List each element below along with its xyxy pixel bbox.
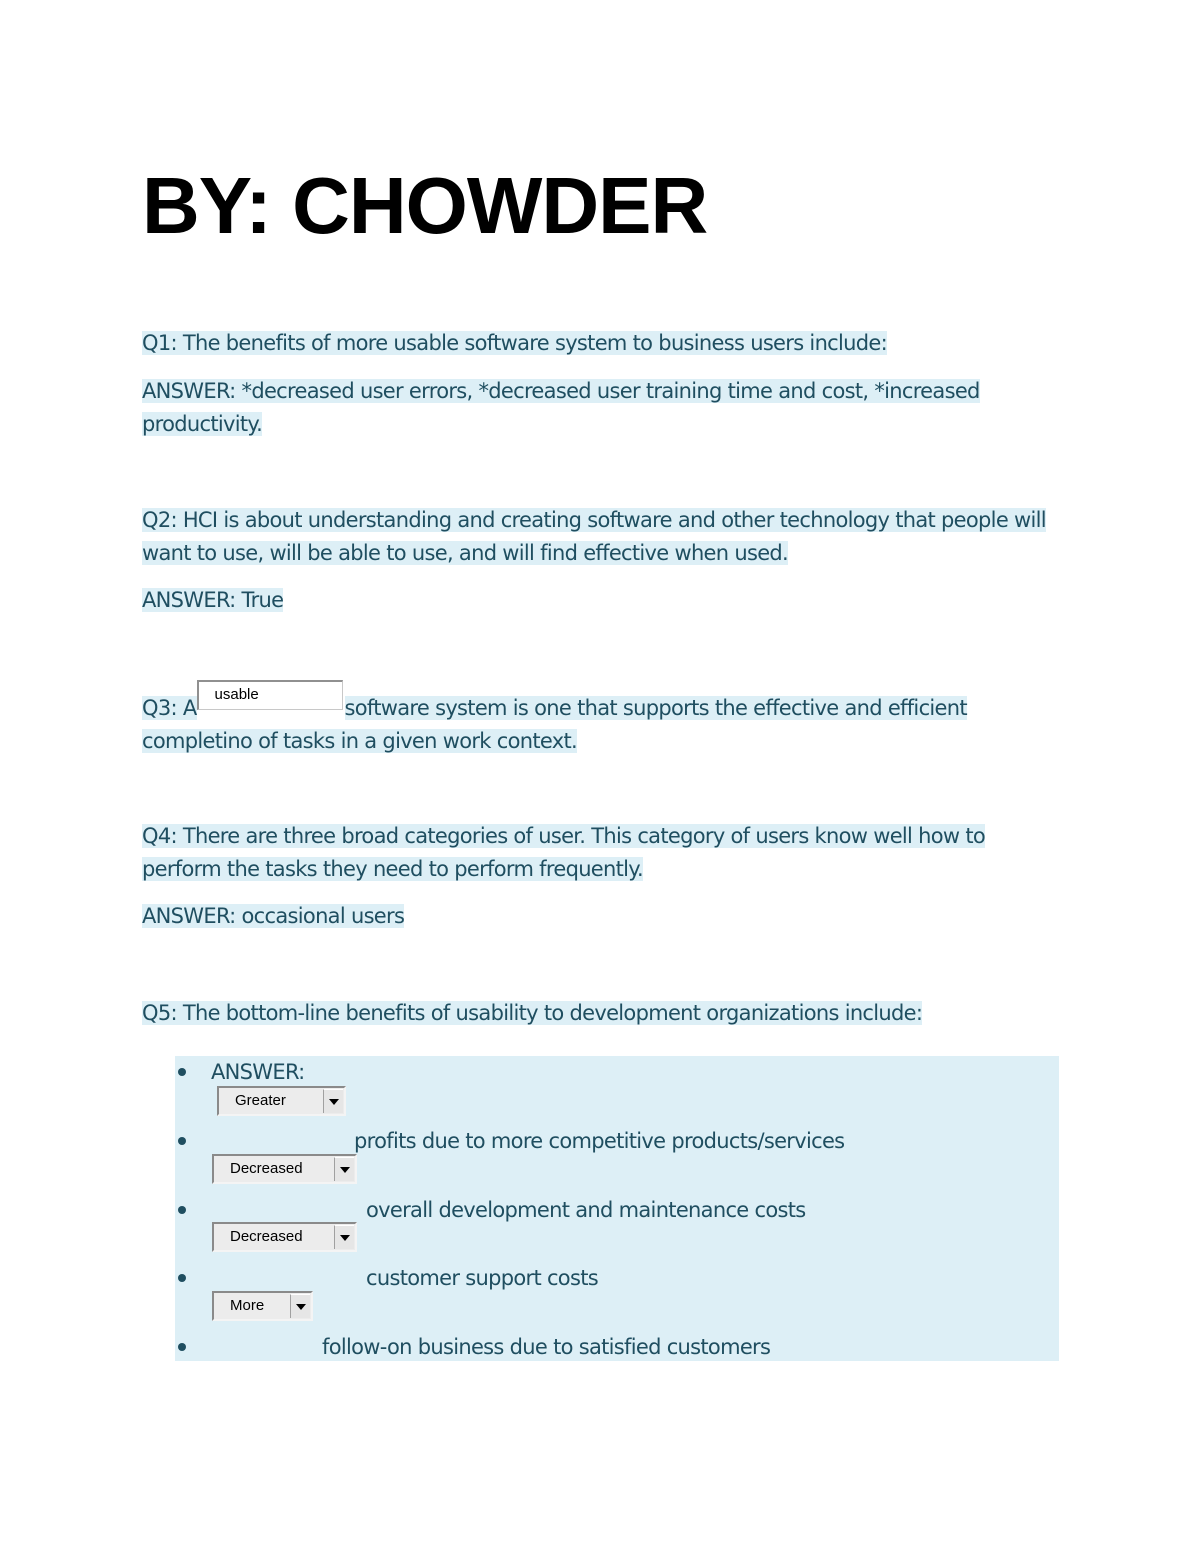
q2-question-line1: Q2: HCI is about understanding and creating software and other technology that people will <box>142 508 1046 532</box>
q1-answer-line2: productivity. <box>142 411 263 436</box>
bullet-icon <box>178 1274 186 1282</box>
q5-select-1-value: Greater <box>235 1092 286 1109</box>
bullet-icon <box>178 1137 186 1145</box>
bullet-icon <box>178 1343 186 1351</box>
q5-select-1[interactable] <box>217 1086 346 1116</box>
q3-line2: completino of tasks in a given work context. <box>142 728 577 753</box>
q5-select-3-value: Decreased <box>230 1228 303 1245</box>
q4-question-line1: Q4: There are three broad categories of user. This category of users know well how to <box>142 824 986 848</box>
q2-question-line2: want to use, will be able to use, and will find effective when used. <box>142 540 789 565</box>
q4-question <box>142 820 985 885</box>
q5-question-text: Q5: The bottom-line benefits of usability to development organizations include: <box>142 1001 923 1025</box>
q2-answer-text: ANSWER: True <box>142 588 284 612</box>
q4-answer <box>142 900 404 933</box>
q5-select-3[interactable] <box>212 1222 357 1252</box>
chevron-down-icon[interactable] <box>290 1294 310 1318</box>
q1-answer-line1: ANSWER: *decreased user errors, *decreased user training time and cost, *increased <box>142 379 980 403</box>
q5-select-4-value: More <box>230 1297 265 1314</box>
q2-answer <box>142 584 283 617</box>
chevron-down-icon[interactable] <box>334 1225 354 1249</box>
q3-answer-input[interactable]: usable <box>197 680 343 710</box>
q3-question <box>142 686 967 757</box>
chevron-down-icon[interactable] <box>334 1157 354 1181</box>
q3-prefix: Q3: A <box>142 696 197 720</box>
q1-question <box>142 327 887 360</box>
q5-question <box>142 997 922 1030</box>
q4-question-line2: perform the tasks they need to perform frequently. <box>142 856 644 881</box>
q5-item-2-text: overall development and maintenance costs <box>366 1198 806 1222</box>
q5-answer-label: ANSWER: <box>211 1060 305 1084</box>
q3-suffix: software system is one that supports the effective and efficient <box>344 696 967 720</box>
q2-question <box>142 504 1046 569</box>
q5-select-2-value: Decreased <box>230 1160 303 1177</box>
q1-question-text: Q1: The benefits of more usable software system to business users include: <box>142 331 887 355</box>
q5-answer-list <box>175 1056 1059 1361</box>
q5-item-4-text: follow-on business due to satisfied customers <box>322 1335 771 1359</box>
page-title: BY: CHOWDER <box>142 161 708 250</box>
q4-answer-text: ANSWER: occasional users <box>142 904 405 928</box>
chevron-down-icon[interactable] <box>323 1089 343 1113</box>
bullet-icon <box>178 1068 186 1076</box>
q5-item-3-text: customer support costs <box>366 1266 598 1290</box>
bullet-icon <box>178 1206 186 1214</box>
q5-item-1-text: profits due to more competitive products/services <box>354 1129 845 1153</box>
q5-select-4[interactable] <box>212 1291 313 1321</box>
q5-select-2[interactable] <box>212 1154 357 1184</box>
q1-answer <box>142 375 980 440</box>
